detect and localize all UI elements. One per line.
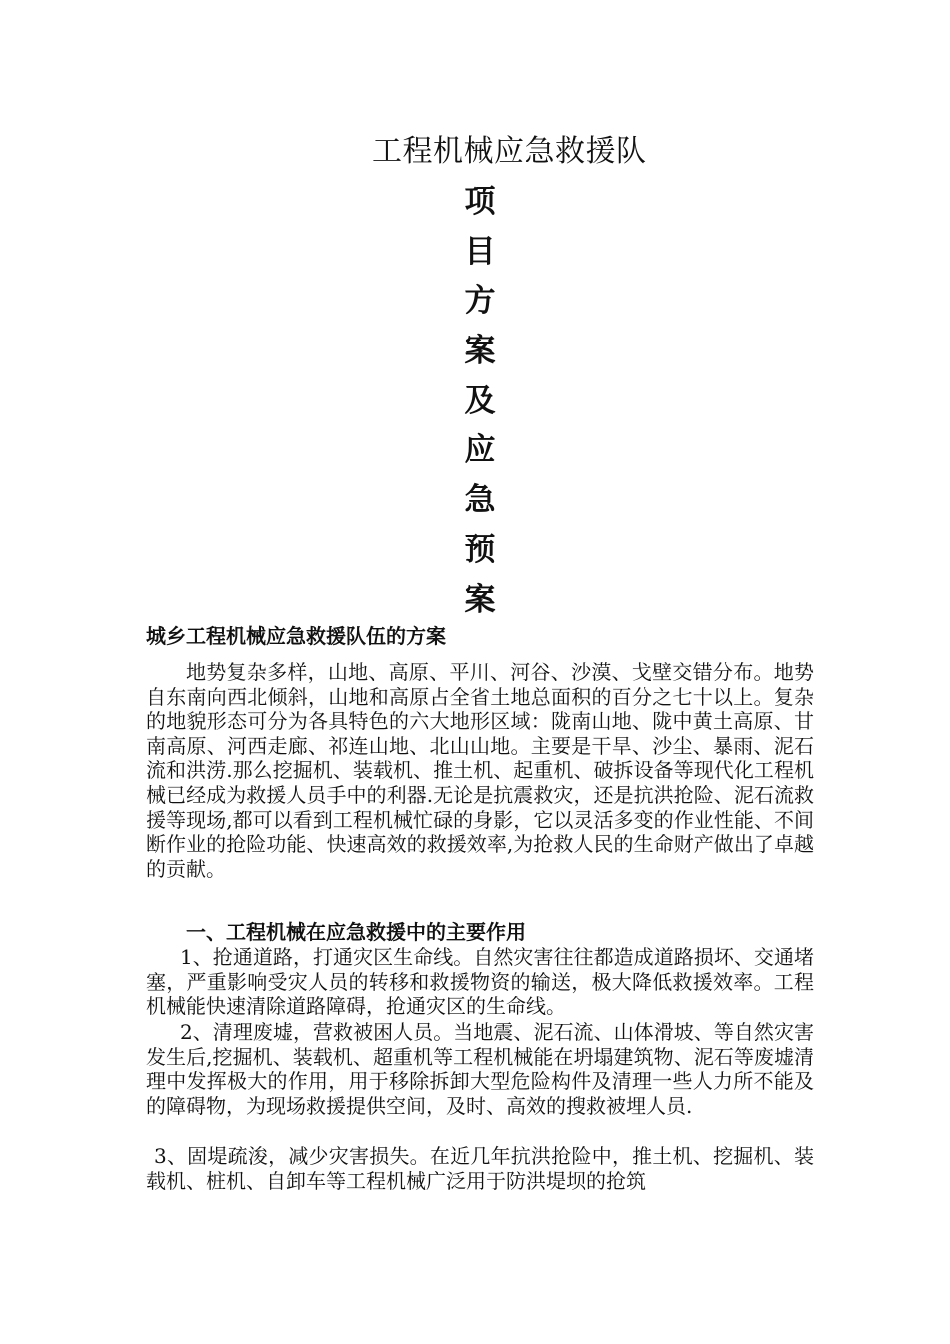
list-item: 3、固堤疏浚，减少灾害损失。在近几年抗洪抢险中，推土机、挖掘机、装载机、桩机、自卸车等工程机械广泛用于防洪堤坝的抢筑 xyxy=(146,1144,814,1193)
sub-heading: 一、工程机械在应急救援中的主要作用 xyxy=(186,920,526,944)
vertical-subtitle-char: 及 xyxy=(464,382,496,419)
list-item: 2、清理废墟，营救被困人员。当地震、泥石流、山体滑坡、等自然灾害发生后,挖掘机、装载机、超重机等工程机械能在坍塌建筑物、泥石等废墟清理中发挥极大的作用，用于移除拆卸大型危险构件及清理一些人力所不能及的障碍物，为现场救援提供空间，及时、高效的搜救被埋人员. xyxy=(146,1020,814,1118)
vertical-subtitle-char: 案 xyxy=(464,333,496,370)
vertical-subtitle-char: 应 xyxy=(464,432,496,469)
section-heading: 城乡工程机械应急救援队伍的方案 xyxy=(146,624,446,648)
vertical-subtitle-char: 目 xyxy=(464,233,496,270)
main-title: 工程机械应急救援队 xyxy=(372,134,647,169)
vertical-subtitle-char: 项 xyxy=(464,184,496,220)
vertical-subtitle-char: 案 xyxy=(464,581,496,618)
vertical-subtitle-char: 方 xyxy=(464,283,496,320)
vertical-subtitle-char: 预 xyxy=(464,531,496,568)
vertical-subtitle xyxy=(460,182,500,629)
intro-paragraph: 地势复杂多样，山地、高原、平川、河谷、沙漠、戈壁交错分布。地势自东南向西北倾斜，山地和高原占全省土地总面积的百分之七十以上。复杂的地貌形态可分为各具特色的六大地形区域：陇南山地、陇中黄土高原、甘南高原、河西走廊、祁连山地、北山山地。主要是干旱、沙尘、暴雨、泥石流和洪涝.那么挖掘机、装载机、推土机、起重机、破拆设备等现代化工程机械已经成为救援人员手中的利器.无论是抗震救灾，还是抗洪抢险、泥石流救援等现场,都可以看到工程机械忙碌的身影，它以灵活多变的作业性能、不间断作业的抢险功能、快速高效的救援效率,为抢救人民的生命财产做出了卓越的贡献。 xyxy=(146,660,814,881)
list-item: 1、抢通道路，打通灾区生命线。自然灾害往往都造成道路损坏、交通堵塞，严重影响受灾人员的转移和救援物资的输送，极大降低救援效率。工程机械能快速清除道路障碍，抢通灾区的生命线。 xyxy=(146,945,814,1019)
vertical-subtitle-char: 急 xyxy=(464,482,496,519)
